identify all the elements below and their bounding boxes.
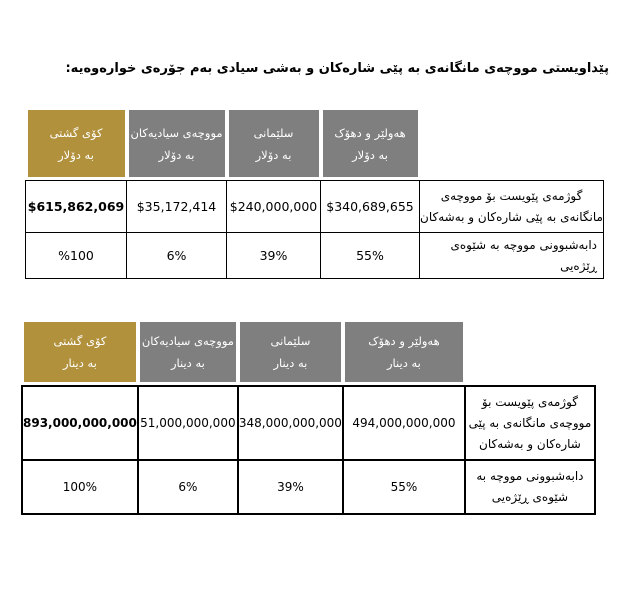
dollar-header-spacer [420, 110, 604, 177]
dollar-total-percent: %100 [26, 233, 127, 279]
dinar-total-percent: 100% [22, 460, 138, 514]
header-unit-label: بە دینار [273, 356, 308, 370]
header-region-label: هەولێر و دهۆک [368, 334, 440, 348]
header-unit-label: بە دینار [387, 356, 421, 370]
header-region-label: هەولێر و دهۆک [334, 125, 406, 140]
dollar-header-hawler-duhok [323, 110, 418, 177]
dinar-siyadi-percent: 6% [138, 460, 238, 514]
dinar-header-cell-siyadi [138, 322, 238, 382]
header-region-label: مووچەی سیادیەکان [130, 125, 223, 140]
dinar-percent-row [22, 460, 595, 514]
dollar-header-siyadi [129, 110, 225, 177]
dinar-table [21, 322, 596, 515]
dinar-slemani-percent: 39% [238, 460, 343, 514]
header-region-label: مووچەی سیادیەکان [141, 334, 234, 348]
header-unit-label: بە دۆلار [352, 147, 388, 162]
header-unit-label: بە دینار [170, 356, 205, 370]
dollar-siyadi-percent: 6% [127, 233, 227, 279]
header-unit-label: بە دۆلار [158, 147, 195, 162]
dinar-hawler-duhok-percent: 55% [343, 460, 465, 514]
dinar-row1-label: گوژمەی پێویست بۆ مووچەی مانگانەی بە پێی شارەکان و بەشەکان [465, 386, 595, 460]
dollar-percent-row [26, 233, 604, 279]
dollar-row1-label: گوژمەی پێویست بۆ مووچەی مانگانەی بە پێی شارەکان و بەشەکان [420, 181, 604, 233]
dollar-slemani-amount: $240,000,000 [227, 181, 321, 233]
header-unit-label: بە دۆلار [58, 147, 94, 162]
dollar-slemani-percent: 39% [227, 233, 321, 279]
dollar-amount-row [26, 181, 604, 233]
dollar-header-row [26, 110, 604, 177]
dinar-header-cell-hawler-duhok [343, 322, 465, 382]
dollar-header-cell-total [26, 110, 127, 177]
dollar-header-cell-hawler-duhok [321, 110, 420, 177]
dinar-slemani-amount: 348,000,000,000 [238, 386, 343, 460]
dollar-hawler-duhok-amount: $340,689,655 [321, 181, 420, 233]
dollar-header-cell-slemani [227, 110, 321, 177]
dinar-header-hawler-duhok [345, 322, 463, 382]
dinar-header-slemani [240, 322, 341, 382]
dinar-header-siyadi [140, 322, 236, 382]
dinar-amount-row [22, 386, 595, 460]
dinar-header-cell-slemani [238, 322, 343, 382]
dinar-header-row [22, 322, 595, 382]
dollar-total-amount: $615,862,069 [26, 181, 127, 233]
header-region-label: کۆی گشتی [53, 334, 107, 348]
header-region-label: سلێمانی [253, 125, 294, 140]
dinar-hawler-duhok-amount: 494,000,000,000 [343, 386, 465, 460]
dinar-row2-label: دابەشبوونی مووچە بە شێوەی ڕێژەیی [465, 460, 595, 514]
header-region-label: سلێمانی [270, 334, 311, 348]
dollar-table [25, 110, 604, 279]
dollar-hawler-duhok-percent: 55% [321, 233, 420, 279]
header-unit-label: بە دینار [63, 356, 97, 370]
dollar-header-cell-siyadi [127, 110, 227, 177]
header-region-label: کۆی گشتی [49, 125, 103, 140]
dollar-row2-label: دابەشبوونی مووچە بە شێوەی ڕێژەیی [420, 233, 604, 279]
dinar-header-cell-total [22, 322, 138, 382]
dollar-header-total [28, 110, 125, 177]
dollar-header-slemani [229, 110, 319, 177]
header-unit-label: بە دۆلار [255, 147, 292, 162]
dinar-siyadi-amount: 51,000,000,000 [138, 386, 238, 460]
dollar-siyadi-amount: $35,172,414 [127, 181, 227, 233]
dinar-header-total [24, 322, 136, 382]
dinar-header-spacer [465, 322, 595, 382]
page-title: پێداویستی مووچەی مانگانەی بە پێی شارەکان و بەشی سیادی بەم جۆرەی خوارەوەیە: [65, 61, 609, 76]
dinar-total-amount: 893,000,000,000 [22, 386, 138, 460]
